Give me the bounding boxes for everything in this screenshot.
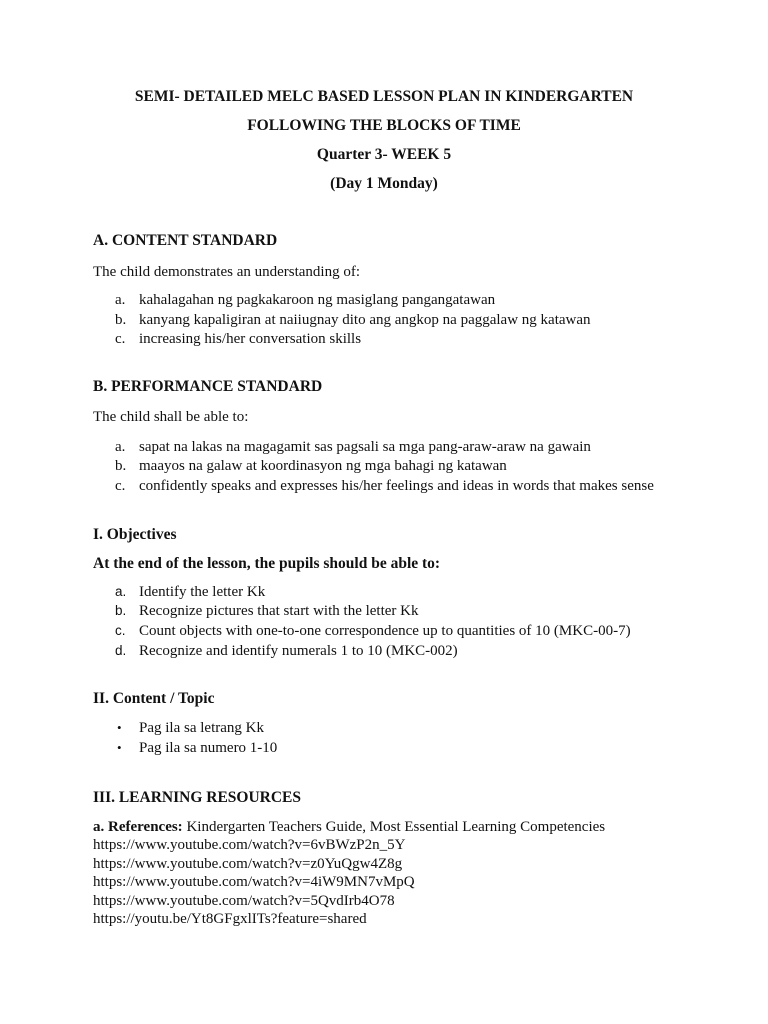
references-line [93, 819, 605, 836]
content-standard-intro: The child demonstrates an understanding of: [93, 264, 361, 280]
performance-standard-heading: B. PERFORMANCE STANDARD [93, 378, 323, 395]
reference-link[interactable]: https://www.youtube.com/watch?v=4iW9MN7vMpQ [93, 874, 415, 890]
content-standard-heading: A. CONTENT STANDARD [93, 232, 278, 249]
objectives-heading: I. Objectives [93, 526, 177, 543]
references-text: Kindergarten Teachers Guide, Most Essential Learning Competencies [182, 819, 606, 835]
bullet-icon: • [117, 720, 122, 735]
title-line-4: (Day 1 Monday) [330, 175, 438, 192]
title-line-2: FOLLOWING THE BLOCKS OF TIME [247, 117, 521, 134]
references-label: a. References: [93, 819, 183, 835]
reference-link[interactable]: https://www.youtube.com/watch?v=6vBWzP2n_5Y [93, 837, 406, 853]
reference-link[interactable]: https://youtu.be/Yt8GFgxlITs?feature=shared [93, 911, 367, 927]
performance-standard-intro: The child shall be able to: [93, 409, 249, 425]
objectives-intro: At the end of the lesson, the pupils should be able to: [93, 555, 441, 572]
reference-link[interactable]: https://www.youtube.com/watch?v=z0YuQgw4Z8g [93, 856, 403, 872]
bullet-icon: • [117, 740, 122, 755]
title-line-3: Quarter 3- WEEK 5 [316, 146, 452, 163]
document-page: SEMI- DETAILED MELC BASED LESSON PLAN IN KINDERGARTEN FOLLOWING THE BLOCKS OF TIME Quarter 3- WEEK 5 (Day 1 Monday) A. CONTENT STANDARD The child demonstrates an understanding of: a. kahalagahan ng pagkakaroon ng masiglang pangangatawan b. kanyang kapaligiran at naiiugnay dito ang angkop na paggalaw ng katawan c. increasing his/her conversation skills B. PERFORMANCE STANDARD The child shall be able to: a. sapat na lakas na magagamit sas pagsali sa mga pang-araw-araw na gawain b. maayos na galaw at koordinasyon ng mga bahagi ng katawan c. confidently speaks and expresses his/her feelings and ideas in words that makes sense I. Objectives At the end of the lesson, the pupils should be able to: a. Identify the letter Kk b. Recognize pictures that start with the letter Kk c. Count objects with one-to-one correspondence up to quantities of 10 (MKC-00-7) d. Recognize and identify numerals 1 to 10 (MKC-002) II. Content / Topic • Pag ila sa letrang Kk • Pag ila sa numero 1-10 III. LEARNING RESOURCES a. References: Kindergarten Teachers Guide, Most Essential Learning Competencies https://www.youtube.com/watch?v=6vBWzP2n_5Y https://www.youtube.com/watch?v=z0YuQgw4Z8g https://www.youtube.com/watch?v=4iW9MN7vMpQ https://www.youtube.com/watch?v=5QvdIrb4O78 https://youtu.be/Yt8GFgxlITs?feature=shared [0, 0, 768, 1024]
title-line-1: SEMI- DETAILED MELC BASED LESSON PLAN IN KINDERGARTEN [134, 88, 634, 105]
learning-resources-heading: III. LEARNING RESOURCES [93, 789, 302, 806]
content-topic-heading: II. Content / Topic [93, 690, 215, 707]
reference-link[interactable]: https://www.youtube.com/watch?v=5QvdIrb4O78 [93, 893, 395, 909]
